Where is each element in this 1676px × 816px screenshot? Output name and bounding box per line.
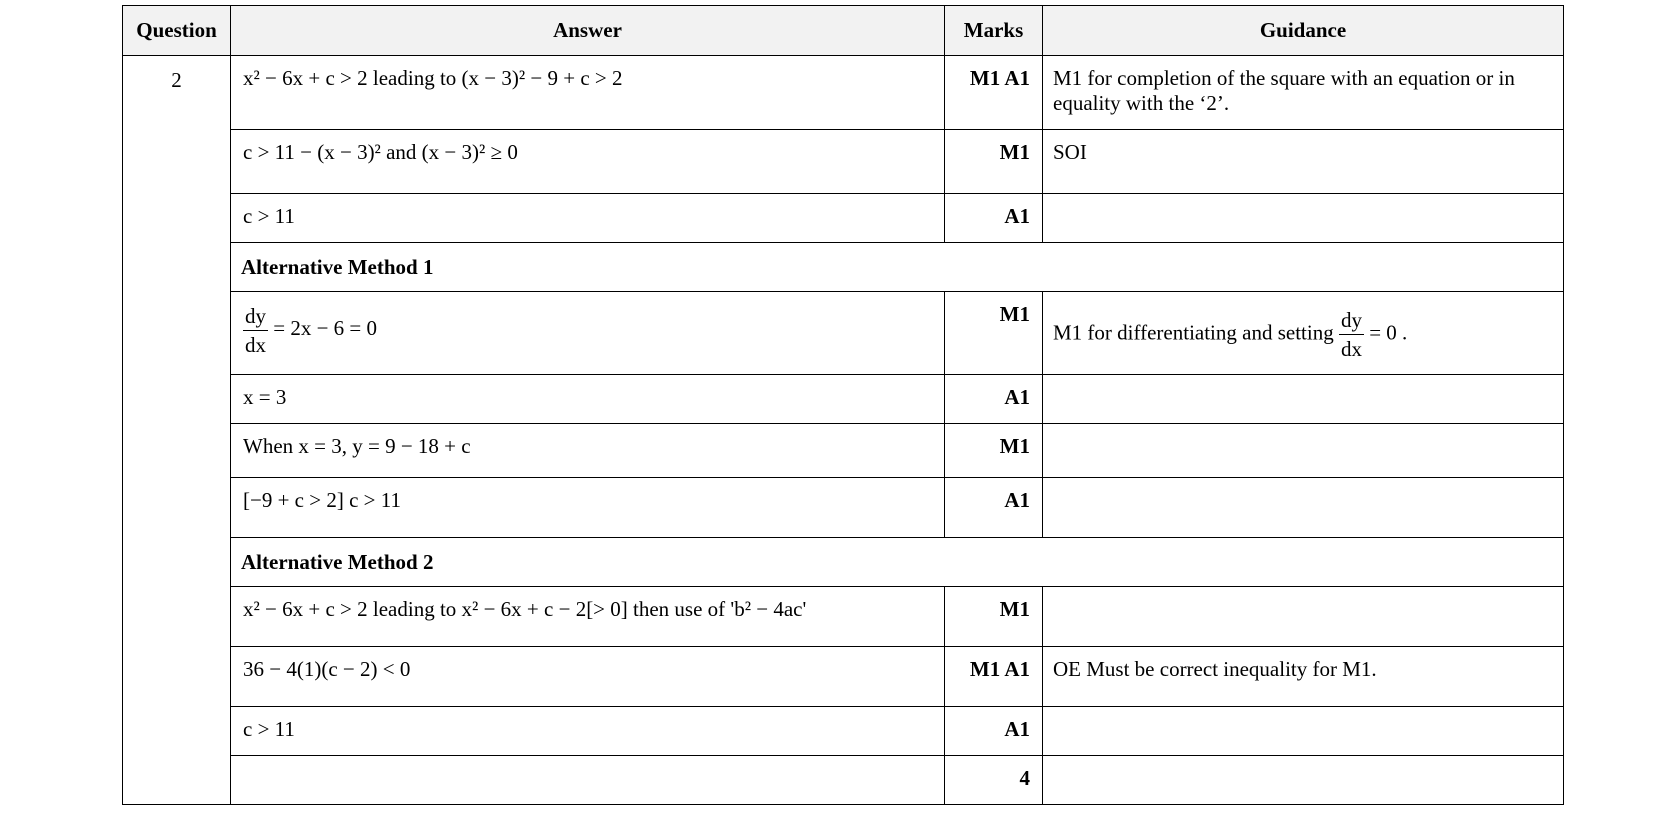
table-row	[123, 292, 1564, 375]
derivative-fraction: $\frac{dy}{dx}$	[1340, 308, 1362, 361]
total-marks: 4	[945, 756, 1043, 805]
guidance-cell: OE Must be correct inequality for M1.	[1043, 647, 1564, 707]
marks-cell: A1	[945, 478, 1043, 538]
answer-text: $\frac{dy}{dx}$ = 2x − 6 = 0	[245, 304, 378, 357]
section-heading-row	[123, 538, 1564, 587]
guidance-cell	[1043, 478, 1564, 538]
header-answer: Answer	[231, 6, 945, 56]
answer-text: c > 11 − (x − 3)² and (x − 3)² ≥ 0	[243, 140, 518, 164]
guidance-cell	[1043, 375, 1564, 424]
guidance-cell	[1043, 424, 1564, 478]
table-row	[123, 375, 1564, 424]
table-row	[123, 56, 1564, 130]
guidance-cell: M1 for completion of the square with an equation or in equality with the ‘2’.	[1043, 56, 1564, 130]
alt-method-2-heading: Alternative Method 2	[231, 538, 1564, 587]
marks-cell: A1	[945, 194, 1043, 243]
answer-cell	[231, 478, 945, 538]
total-row	[123, 756, 1564, 805]
question-number: 2	[123, 56, 231, 805]
marks-cell: M1 A1	[945, 56, 1043, 130]
answer-cell	[231, 756, 945, 805]
marks-cell: M1	[945, 587, 1043, 647]
answer-text: c > 11	[243, 204, 295, 228]
answer-cell	[231, 707, 945, 756]
answer-cell	[231, 194, 945, 243]
answer-cell	[231, 587, 945, 647]
answer-cell	[231, 292, 945, 375]
marks-cell: M1	[945, 130, 1043, 194]
header-question: Question	[123, 6, 231, 56]
answer-text: When x = 3, y = 9 − 18 + c	[243, 434, 471, 458]
header-guidance: Guidance	[1043, 6, 1564, 56]
answer-text: c > 11	[243, 717, 295, 741]
answer-cell	[231, 647, 945, 707]
derivative-fraction: $\frac{dy}{dx}$	[245, 304, 266, 357]
guidance-cell	[1043, 756, 1564, 805]
table-row	[123, 130, 1564, 194]
header-row	[123, 6, 1564, 56]
answer-text: x² − 6x + c > 2 leading to (x − 3)² − 9 + c > 2	[243, 66, 623, 90]
table-row	[123, 194, 1564, 243]
header-marks: Marks	[945, 6, 1043, 56]
guidance-cell	[1043, 194, 1564, 243]
answer-text: [−9 + c > 2] c > 11	[243, 488, 401, 512]
guidance-cell: M1 for differentiating and setting $\frac{dy}{dx}$ = 0 .	[1043, 292, 1564, 375]
marks-cell: M1 A1	[945, 647, 1043, 707]
answer-text: x = 3	[243, 385, 287, 409]
answer-cell	[231, 424, 945, 478]
answer-cell	[231, 130, 945, 194]
section-heading-row	[123, 243, 1564, 292]
mark-scheme-table	[122, 5, 1564, 805]
marks-cell: A1	[945, 375, 1043, 424]
answer-cell	[231, 56, 945, 130]
table-row	[123, 647, 1564, 707]
guidance-cell: SOI	[1043, 130, 1564, 194]
alt-method-1-heading: Alternative Method 1	[231, 243, 1564, 292]
marks-cell: A1	[945, 707, 1043, 756]
marks-cell: M1	[945, 292, 1043, 375]
answer-text: x² − 6x + c > 2 leading to x² − 6x + c − 2[> 0] then use of 'b² − 4ac'	[243, 597, 807, 621]
guidance-cell	[1043, 707, 1564, 756]
table-row	[123, 478, 1564, 538]
answer-cell	[231, 375, 945, 424]
table-row	[123, 707, 1564, 756]
marks-cell: M1	[945, 424, 1043, 478]
table-row	[123, 587, 1564, 647]
answer-text: 36 − 4(1)(c − 2) < 0	[243, 657, 411, 681]
guidance-cell	[1043, 587, 1564, 647]
table-row	[123, 424, 1564, 478]
